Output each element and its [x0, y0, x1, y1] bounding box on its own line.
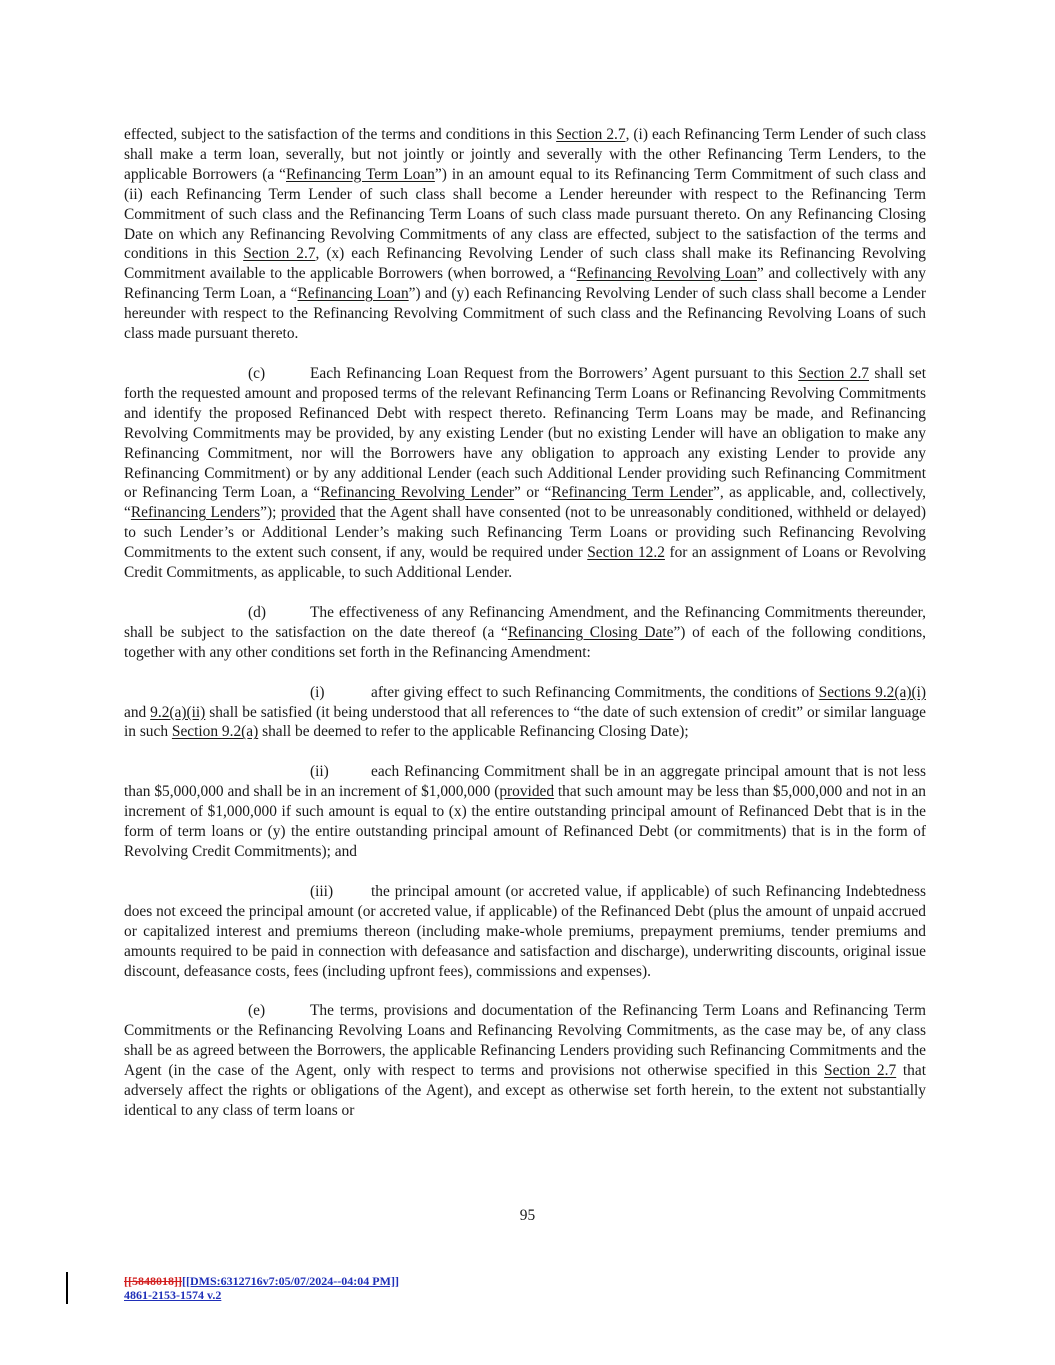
- text-run: shall be satisfied (it being understood that all references to “the date of such extension of credit” or similar language in such: [124, 703, 926, 741]
- paragraph-continuation: [124, 125, 926, 344]
- defined-term: Section 2.7: [556, 126, 626, 143]
- paragraph-c: [124, 364, 926, 583]
- text-run: effected, subject to the satisfaction of the terms and conditions in this: [124, 126, 557, 143]
- defined-term: Refinancing Lenders: [130, 504, 261, 522]
- text-run: that the Agent shall have consented (not to be unreasonably conditioned, withheld or delayed) to such Lender’s or Additional Lender’s making such Refinancing Term Loans or providing such Refinancing Revolving Commitments to the extent such consent, if any, would be required under: [124, 504, 926, 562]
- text-run: ”, as applicable, and, collectively, “: [124, 484, 927, 522]
- text-run: Each Refinancing Loan Request from the Borrowers’ Agent pursuant to this: [310, 364, 799, 382]
- defined-term: provided: [499, 783, 555, 801]
- defined-term: 9.2(a)(ii): [150, 703, 206, 721]
- text-run: shall set forth the requested amount and proposed terms of the relevant Refinancing Term Loans or Refinancing Revolving Commitments and identify the proposed Refinanced Debt with respect thereto. Refinancing Term Loans may be made, and Refinancing Revolving Commitments may be provided, by any existing Lender (but no existing Lender will have an obligation to make any Refinancing Commitment, nor will the Borrowers have any obligation to approach any existing Lender to provide any Refinancing Commitment) or by any additional Lender (each such Additional Lender providing such Refinancing Commitment or Refinancing Term Loan, a “: [124, 364, 926, 502]
- defined-term: Refinancing Term Lender: [551, 484, 714, 502]
- text-run: ”) of each of the following conditions, together with any other conditions set forth in the Refinancing Amendment:: [124, 623, 927, 661]
- text-run: the principal amount (or accreted value, if applicable) of such Refinancing Indebtedness does not exceed the principal amount (or accreted value, if applicable) of the Refinanced Debt (plus the amount of unpaid accrued or capitalized interest and premiums thereon (including make-whole premiums, prepayment premiums, tender premiums and amounts required to be paid in connection with defeasance and satisfaction and discharge), underwriting discounts, original issue discount, defeasance costs, fees (including upfront fees), commissions and expenses).: [124, 882, 926, 980]
- text-run: after giving effect to such Refinancing Commitments, the conditions of: [371, 683, 819, 701]
- paragraph-label: (ii): [310, 763, 329, 781]
- defined-term: Refinancing Loan: [297, 285, 409, 303]
- paragraph-label: (i): [310, 683, 325, 701]
- text-run: that such amount may be less than $5,000,000 and not in an increment of $1,000,000 if such amount is equal to (x) the entire outstanding principal amount of Refinanced Debt that is in the form of term loans or (y) the entire outstanding principal amount of Refinanced Debt (or commitments) that is in the form of Revolving Credit Commitments); and: [124, 783, 926, 860]
- defined-term: Refinancing Revolving Loan: [576, 265, 757, 283]
- paragraph-d-i: [124, 683, 926, 743]
- text-run: The terms, provisions and documentation of the Refinancing Term Loans and Refinancing Term Commitments or the Refinancing Revolving Loans and Refinancing Revolving Commitments, as the case may be, of any class shall be as agreed between the Borrowers, the applicable Refinancing Lenders providing such Refinancing Commitments and the Agent (in the case of the Agent, only with respect to terms and provisions not otherwise specified in this: [124, 1002, 926, 1080]
- text-run: ”) in an amount equal to its Refinancing Term Commitment of such class and (ii) each Refinancing Term Lender of such class shall become a Lender hereunder with respect to the Refinancing Term Commitment of such class and the Refinancing Term Loans of such class made pursuant thereto. On any Refinancing Closing Date on which any Refinancing Revolving Commitments of any class are effected, subject to the satisfaction of the terms and conditions in this: [124, 165, 926, 263]
- defined-term: Refinancing Revolving Lender: [320, 484, 515, 502]
- text-run: ”) and (y) each Refinancing Revolving Lender of such class shall become a Lender hereunder with respect to the Refinancing Revolving Commitment of such class and the Refinancing Revolving Loans of such class made pursuant thereto.: [124, 285, 926, 343]
- document-footer: [124, 1274, 399, 1302]
- text-run: that adversely affect the rights or obligations of the Agent), and except as otherwise set forth herein, to the extent not substantially identical to any class of term loans or: [124, 1062, 926, 1119]
- paragraph-label: (e): [248, 1002, 266, 1020]
- text-run: ” or “: [514, 484, 552, 502]
- defined-term: Section 2.7: [798, 364, 870, 382]
- text-run: each Refinancing Commitment shall be in an aggregate principal amount that is not less than $5,000,000 and shall be in an increment of $1,000,000 (: [124, 763, 926, 801]
- text-run: The effectiveness of any Refinancing Amendment, and the Refinancing Commitments thereunder, shall be subject to the satisfaction on the date thereof (a “: [124, 603, 926, 641]
- paragraph-label: (d): [248, 603, 266, 621]
- paragraph-d: [124, 603, 926, 663]
- footer-deleted-ref: [[5848018]]: [124, 1274, 182, 1288]
- defined-term: Section 12.2: [587, 544, 665, 562]
- footer-doc-number: 4861-2153-1574 v.2: [124, 1288, 222, 1302]
- text-run: and: [124, 703, 151, 721]
- text-run: ” and collectively with any Refinancing Term Loan, a “: [124, 265, 926, 303]
- paragraph-label: (c): [248, 364, 266, 382]
- defined-term: Refinancing Term Loan: [286, 165, 435, 183]
- defined-term: Section 2.7: [824, 1062, 897, 1080]
- text-run: shall be deemed to refer to the applicable Refinancing Closing Date);: [258, 723, 689, 741]
- defined-term: Section 2.7: [243, 245, 316, 263]
- text-run: for an assignment of Loans or Revolving Credit Commitments, as applicable, to such Additional Lender.: [124, 544, 926, 582]
- paragraph-e: [124, 1001, 926, 1120]
- text-run: ”);: [260, 504, 281, 522]
- defined-term: Sections 9.2(a)(i): [818, 683, 926, 701]
- text-run: , (i) each Refinancing Term Lender of such class shall make a term loan, severally, but not jointly or jointly and severally with the other Refinancing Term Lenders, to the applicable Borrowers (a “: [124, 126, 926, 183]
- defined-term: Section 9.2(a): [171, 723, 259, 741]
- body-text: [124, 125, 926, 1121]
- page-number: 95: [519, 1207, 536, 1224]
- text-run: , (x) each Refinancing Revolving Lender of such class shall make its Refinancing Revolving Commitment available to the applicable Borrowers (when borrowed, a “: [124, 245, 926, 283]
- paragraph-d-ii: [124, 762, 926, 862]
- paragraph-label: (iii): [310, 882, 334, 900]
- defined-term: Refinancing Closing Date: [507, 623, 674, 641]
- footer-inserted-ref: [[DMS:6312716v7:05/07/2024--04:04 PM]]: [181, 1274, 399, 1288]
- defined-term: provided: [280, 504, 336, 522]
- paragraph-d-iii: [124, 882, 926, 982]
- footer-revision-line: [124, 1274, 399, 1288]
- revision-change-bar: [66, 1272, 68, 1304]
